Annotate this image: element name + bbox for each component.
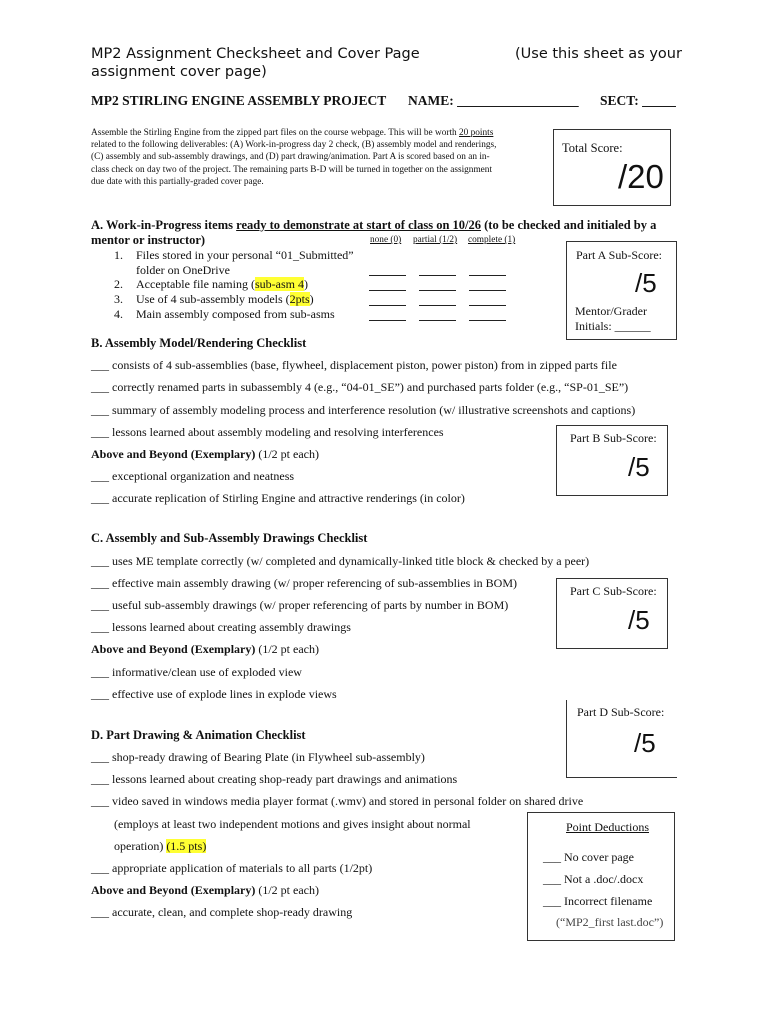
checklist-item: ___ effective main assembly drawing (w/ proper referencing of sub-assemblies in BOM) [91,576,517,590]
above-beyond-heading: Above and Beyond (Exemplary) (1/2 pt each) [91,447,319,461]
part-b-score-label: Part B Sub-Score: [570,431,657,445]
checklist-item: ___ informative/clean use of exploded view [91,665,302,679]
checklist-item: ___ lessons learned about creating shop-ready part drawings and animations [91,772,458,786]
checklist-item-cont: operation) (1.5 pts) [114,839,207,853]
section-a-title: A. Work-in-Progress items ready to demonstrate at start of class on 10/26 (to be checked and initialed by a [91,218,657,232]
item-a3-num: 3. [114,292,123,306]
initials-field: Initials: ______ [575,319,651,333]
mentor-label: Mentor/Grader [575,304,647,318]
item-a4-text: Main assembly composed from sub-asms [136,307,335,321]
col-none: none (0) [370,235,402,245]
part-c-score-label: Part C Sub-Score: [570,584,657,598]
checklist-item: ___ consists of 4 sub-assemblies (base, flywheel, displacement piston, power piston) from in zipped parts file [91,358,617,372]
page-title-cont: assignment cover page) [91,64,267,80]
checklist-item: ___ uses ME template correctly (w/ completed and dynamically-linked title block & checked by a peer) [91,554,590,568]
above-beyond-heading: Above and Beyond (Exemplary) (1/2 pt each) [91,642,319,656]
checklist-item-cont: (employs at least two independent motions and gives insight about normal [114,817,471,831]
sect-field: SECT: _____ [600,93,676,108]
checklist-item: ___ lessons learned about assembly modeling and resolving interferences [91,425,444,439]
deductions-title: Point Deductions [566,820,649,834]
part-c-score-box [556,578,668,649]
part-d-score-box [566,700,677,778]
checklist-item: ___ useful sub-assembly drawings (w/ proper referencing of parts by number in BOM) [91,598,509,612]
part-b-score-value: /5 [628,452,650,482]
part-d-score-value: /5 [634,728,656,758]
part-a-score-box [566,241,677,340]
intro-paragraph: Assemble the Stirling Engine from the zipped part files on the course webpage. This will be worth 20 points related to the following deliverables: (A) Work-in-progress day 2 check, (B) assembly model and renderings, (C) assembly and sub-assembly drawings, and (D) part drawing/animation. Part A is scored based on an in- class check on day two of the project. The remaining parts B-D will be turned in together on the assignment due date with this partially-graded cover page. [91,128,497,187]
part-a-score-label: Part A Sub-Score: [576,248,662,262]
checklist-item: ___ correctly renamed parts in subassembly 4 (e.g., “04-01_SE”) and purchased parts folder (e.g., “SP-01_SE”) [91,380,629,394]
section-b-title: B. Assembly Model/Rendering Checklist [91,336,307,350]
item-a4-num: 4. [114,307,123,321]
part-b-score-box [556,425,668,496]
checklist-item: ___ accurate, clean, and complete shop-ready drawing [91,905,353,919]
checklist-item: ___ video saved in windows media player format (.wmv) and stored in personal folder on shared drive [91,794,584,808]
section-a-title-cont: mentor or instructor) [91,233,206,247]
col-complete: complete (1) [468,235,516,245]
page-title: MP2 Assignment Checksheet and Cover Page [91,46,420,62]
total-score-label: Total Score: [562,141,623,155]
name-field: NAME: __________________ [408,93,579,108]
part-a-score-value: /5 [635,268,657,298]
checklist-item: ___ summary of assembly modeling process and interference resolution (w/ illustrative screenshots and captions) [91,403,636,417]
checklist-item: ___ lessons learned about creating assembly drawings [91,620,351,634]
checklist-item: ___ accurate replication of Stirling Engine and attractive renderings (in color) [91,491,465,505]
section-c-title: C. Assembly and Sub-Assembly Drawings Checklist [91,531,368,545]
filename-hint: (“MP2_first last.doc”) [556,915,664,929]
item-a1-num: 1. [114,248,123,262]
section-d-title: D. Part Drawing & Animation Checklist [91,728,306,742]
item-a3-text: Use of 4 sub-assembly models (2pts) [136,292,314,306]
checklist-item: ___ effective use of explode lines in explode views [91,687,337,701]
deduction-item: ___ Not a .doc/.docx [543,872,644,886]
part-c-score-value: /5 [628,605,650,635]
item-a1-text-cont: folder on OneDrive [136,263,230,277]
checklist-item: ___ shop-ready drawing of Bearing Plate (in Flywheel sub-assembly) [91,750,425,764]
part-d-score-label: Part D Sub-Score: [577,705,665,719]
project-title: MP2 STIRLING ENGINE ASSEMBLY PROJECT [91,93,387,108]
header-note: (Use this sheet as your [515,46,682,62]
item-a1-text: Files stored in your personal “01_Submitted” [136,248,354,262]
point-deductions-box [527,812,675,941]
checklist-item: ___ exceptional organization and neatness [91,469,295,483]
total-score-box [553,129,671,206]
above-beyond-heading: Above and Beyond (Exemplary) (1/2 pt each) [91,883,319,897]
deduction-item: ___ Incorrect filename [543,894,653,908]
blank-row-4[interactable] [369,308,506,326]
deduction-item: ___ No cover page [543,850,634,864]
checklist-item: ___ appropriate application of materials to all parts (1/2pt) [91,861,373,875]
item-a2-num: 2. [114,277,123,291]
item-a2-text: Acceptable file naming (sub-asm 4) [136,277,308,291]
col-partial: partial (1/2) [413,235,458,245]
total-score-value: /20 [618,158,664,195]
